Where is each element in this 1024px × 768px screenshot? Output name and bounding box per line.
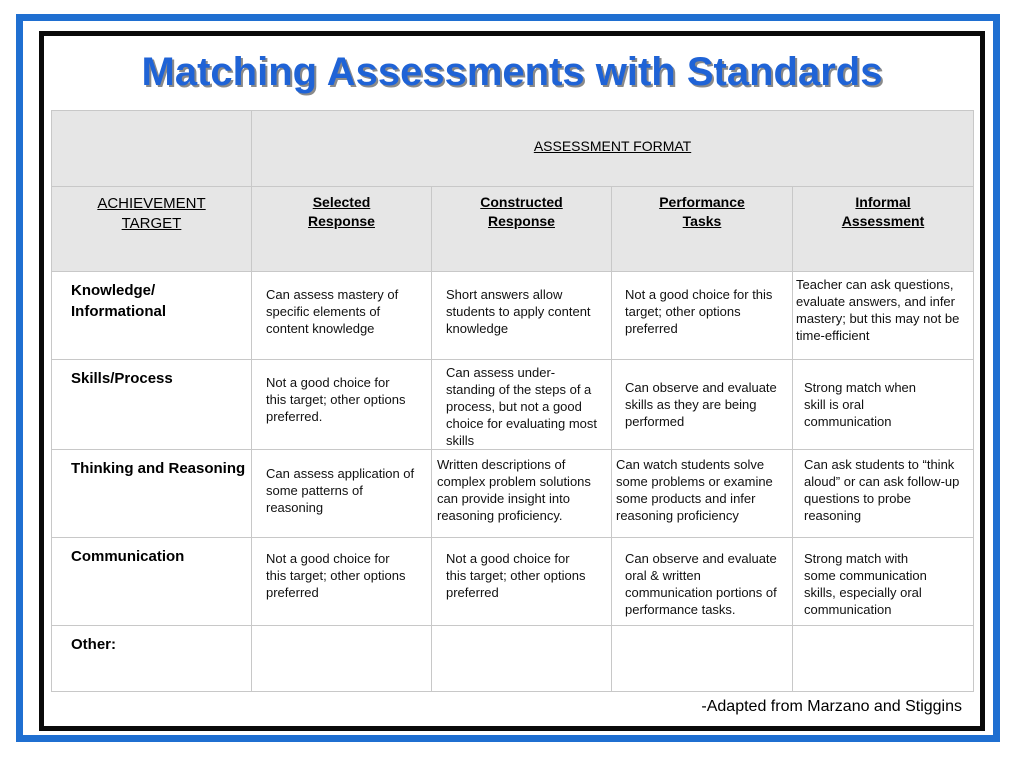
target-label: Thinking and Reasoning [71,460,246,477]
format-header-row [52,111,974,187]
column-label: Performance Tasks [659,194,745,229]
column-header-informal-assessment [793,187,974,272]
column-label: Selected Response [308,194,375,229]
cell-text: Can ask students to “think aloud” or can ask follow-up questions to probe reasoning [804,457,960,523]
cell-text: Can assess mastery of specific elements of content knowledge [266,287,399,336]
cell-text: Not a good choice for this target; other options preferred. [266,375,406,424]
table-cell [612,450,793,538]
target-cell [52,272,252,360]
source-caption: -Adapted from Marzano and Stiggins [701,698,962,715]
target-cell [52,538,252,626]
target-cell [52,626,252,692]
column-header-row [52,187,974,272]
table-cell [432,450,612,538]
table-cell [432,626,612,692]
table-cell [612,360,793,450]
target-cell [52,450,252,538]
cell-text: Can observe and evaluate skills as they are being performed [625,380,777,429]
table-row [52,538,974,626]
cell-text: Written descriptions of complex problem solutions can provide insight into reasoning proficiency. [437,457,591,523]
target-cell [52,360,252,450]
table-row [52,272,974,360]
cell-text: Not a good choice for this target; other options preferred [625,287,773,336]
target-label: Skills/Process [71,370,173,387]
table-cell [252,450,432,538]
cell-text: Strong match with some communication skills, especially oral communication [804,551,927,617]
target-label: Communication [71,548,185,565]
table-cell [612,272,793,360]
cell-text: Strong match when skill is oral communication [804,380,917,429]
cell-text: Not a good choice for this target; other options preferred [266,551,406,600]
table-cell [793,272,974,360]
table-cell [793,626,974,692]
page-title: Matching Assessments with Standards [141,50,883,94]
cell-text: Teacher can ask questions, evaluate answers, and infer mastery; but this may not be time-efficient [796,277,960,343]
cell-text: Short answers allow students to apply content knowledge [446,287,591,336]
achievement-target-label: ACHIEVEMENT TARGET [97,195,206,232]
table-cell [793,450,974,538]
table-cell [612,626,793,692]
table-cell [793,360,974,450]
table-cell [432,538,612,626]
table-row [52,360,974,450]
column-header-constructed-response [432,187,612,272]
table-cell [612,538,793,626]
column-label: Constructed Response [480,194,563,229]
table-cell [432,272,612,360]
cell-text: Can assess under-standing of the steps of a process, but not a good choice for evaluating most skills [446,365,598,448]
target-label: Other: [71,636,116,653]
column-header-selected-response [252,187,432,272]
table-row [52,626,974,692]
target-label: Knowledge/ Informational [71,282,167,320]
assessment-matrix-table [51,110,974,692]
table-cell [793,538,974,626]
column-label: Informal Assessment [841,194,925,229]
cell-text: Not a good choice for this target; other options preferred [446,551,586,600]
table-cell [432,360,612,450]
table-cell [252,538,432,626]
cell-text: Can observe and evaluate oral & written communication portions of performance tasks. [625,551,777,617]
column-header-performance-tasks [612,187,793,272]
corner-cell [52,111,252,187]
achievement-target-header-cell [52,187,252,272]
cell-text: Can assess application of some patterns of reasoning [266,466,415,515]
assessment-format-label: ASSESSMENT FORMAT [533,138,692,154]
cell-text: Can watch students solve some problems or examine some products and infer reasoning proficiency [616,457,773,523]
table-row [52,450,974,538]
table-cell [252,272,432,360]
assessment-format-header-cell [252,111,974,187]
table-cell [252,360,432,450]
table-cell [252,626,432,692]
